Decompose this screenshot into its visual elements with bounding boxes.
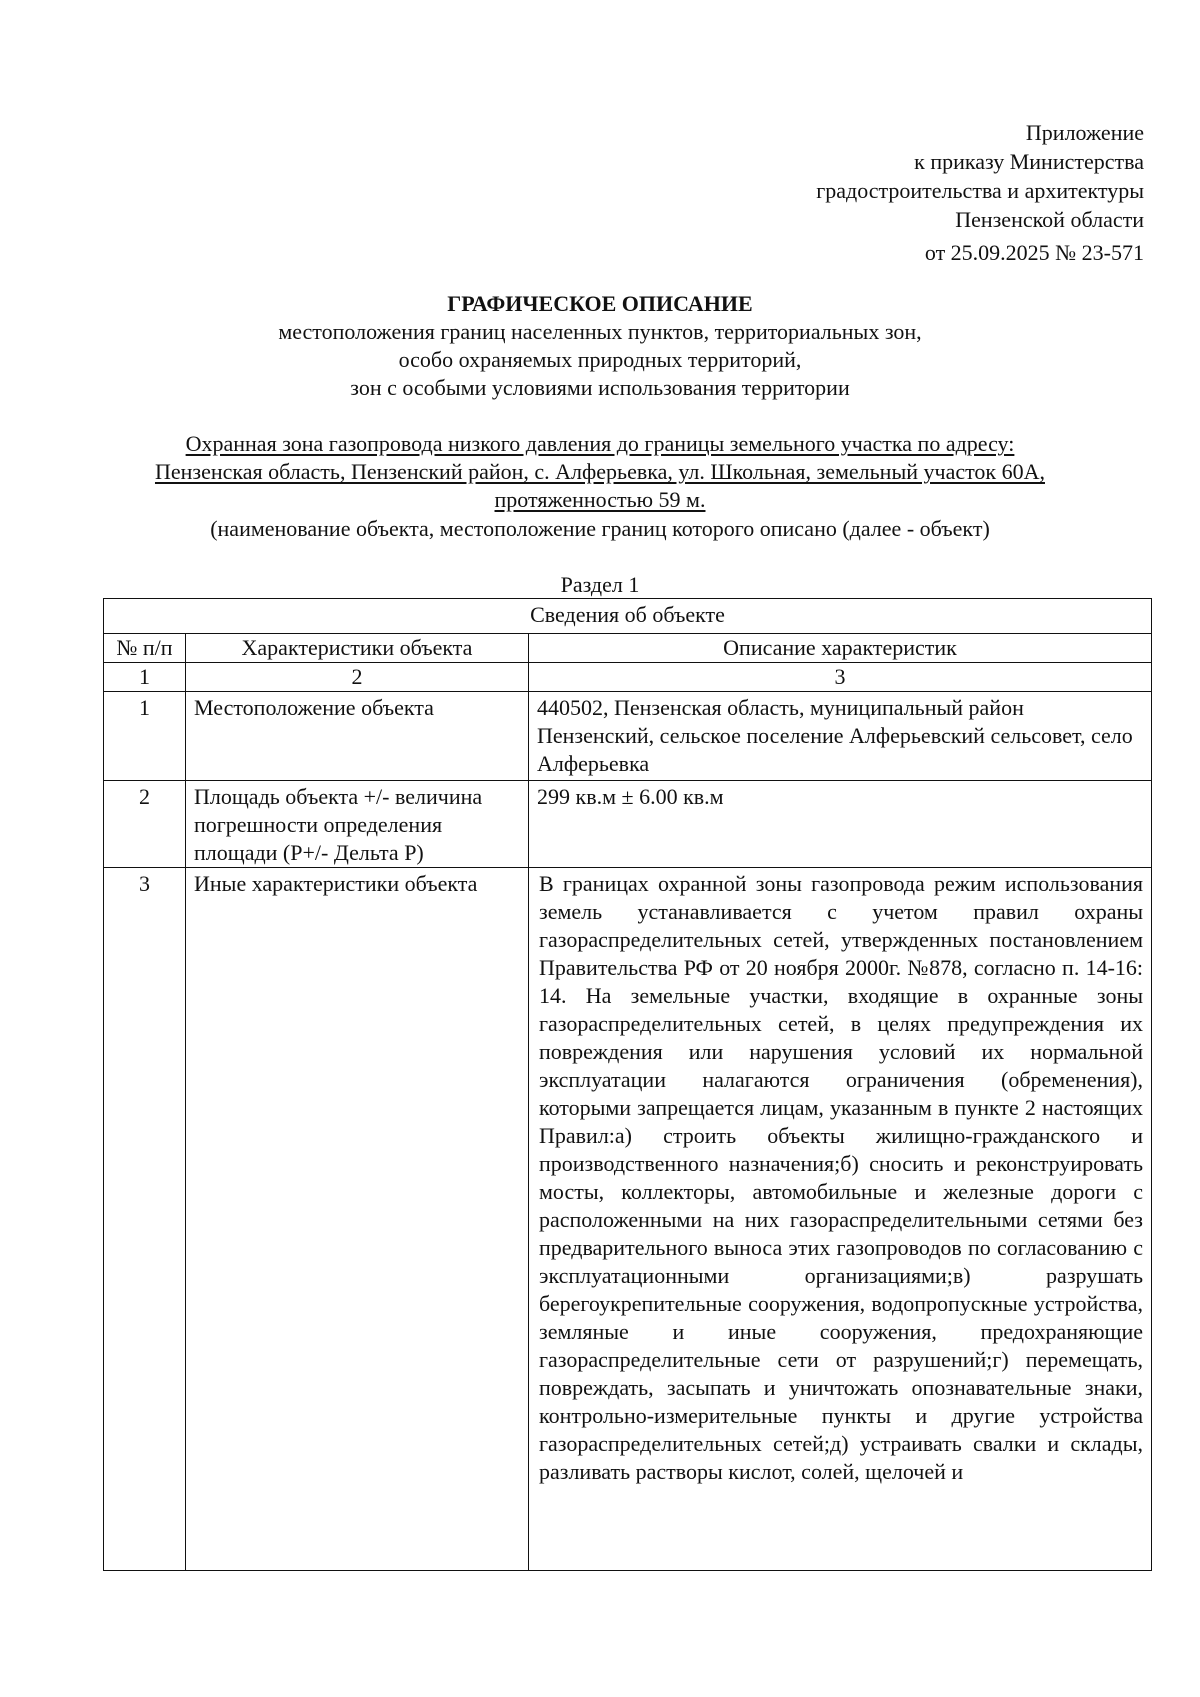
row-characteristic: Площадь объекта +/- величина погрешности определения площади (P+/- Дельта P): [186, 781, 529, 868]
table-row: [104, 868, 1152, 1571]
header-characteristic: Характеристики объекта: [186, 634, 529, 663]
document-title: ГРАФИЧЕСКОЕ ОПИСАНИЕ: [447, 291, 753, 316]
table-header-row: [104, 634, 1152, 663]
document-subtitle-line: местоположения границ населенных пунктов, территориальных зон,: [278, 319, 922, 344]
column-number: 3: [529, 663, 1152, 692]
object-name-text: Пензенская область, Пензенский район, с. Алферьевка, ул. Школьная, земельный участок 60А,: [154, 459, 1045, 484]
appendix-line: к приказу Министерства: [914, 149, 1144, 174]
table-title-row: [104, 599, 1152, 634]
object-name-block: [0, 430, 1200, 543]
object-info-table: [103, 598, 1152, 1571]
column-number: 2: [186, 663, 529, 692]
object-name-line: [0, 486, 1200, 514]
column-number: 1: [104, 663, 186, 692]
row-number: 1: [104, 692, 186, 781]
appendix-line: Приложение: [1025, 120, 1144, 145]
row-number: 2: [104, 781, 186, 868]
appendix-header: [816, 118, 1144, 267]
appendix-line: Пензенской области: [955, 207, 1144, 232]
row-description: В границах охранной зоны газопровода режим использования земель устанавливается с учетом правил охраны газораспределительных сетей, утвержденных постановлением Правительства РФ от 20 ноября 2000г. №878, согласно п. 14-16: 14. На земельные участки, входящие в охранные зоны газораспределительных сетей, в целях предупреждения их повреждения или нарушения условий их нормальной эксплуатации налагаются ограничения (обременения), которыми запрещается лицам, указанным в пункте 2 настоящих Правил:а) строить объекты жилищно-гражданского и производственного назначения;б) сносить и реконструировать мосты, коллекторы, автомобильные и железные дороги с расположенными на них газораспределительными сетями без предварительного выноса этих газопроводов по согласованию с эксплуатационными организациями;в) разрушать берегоукрепительные сооружения, водопропускные устройства, земляные и иные сооружения, предохраняющие газораспределительные сети от разрушений;г) перемещать, повреждать, засыпать и уничтожать опознавательные знаки, контрольно-измерительные пункты и другие устройства газораспределительных сетей;д) устраивать свалки и склады, разливать растворы кислот, солей, щелочей и: [539, 871, 1144, 1484]
row-characteristic: Местоположение объекта: [186, 692, 529, 781]
appendix-line: градостроительства и архитектуры: [816, 178, 1144, 203]
row-description: 299 кв.м ± 6.00 кв.м: [529, 781, 1152, 868]
document-subtitle-line: особо охраняемых природных территорий,: [398, 347, 802, 372]
row-number: 3: [104, 868, 186, 1571]
header-description: Описание характеристик: [529, 634, 1152, 663]
table-title: Сведения об объекте: [104, 599, 1152, 634]
document-title-block: [0, 290, 1200, 402]
section-label: Раздел 1: [560, 572, 640, 597]
appendix-date: от 25.09.2025 № 23-571: [924, 240, 1144, 265]
object-name-text: Охранная зона газопровода низкого давления до границы земельного участка по адресу:: [185, 431, 1015, 456]
header-number: № п/п: [104, 634, 186, 663]
row-description-cell: [529, 868, 1152, 1571]
object-name-line: [0, 430, 1200, 458]
object-name-text: протяженностью 59 м.: [494, 487, 706, 512]
table-row: [104, 692, 1152, 781]
row-characteristic: Иные характеристики объекта: [186, 868, 529, 1571]
object-caption: (наименование объекта, местоположение границ которого описано (далее - объект): [210, 516, 990, 541]
table-row: [104, 781, 1152, 868]
row-description: 440502, Пензенская область, муниципальный район Пензенский, сельское поселение Алферьевский сельсовет, село Алферьевка: [529, 692, 1152, 781]
column-number-row: [104, 663, 1152, 692]
document-subtitle-line: зон с особыми условиями использования территории: [350, 375, 850, 400]
object-name-line: [0, 458, 1200, 486]
